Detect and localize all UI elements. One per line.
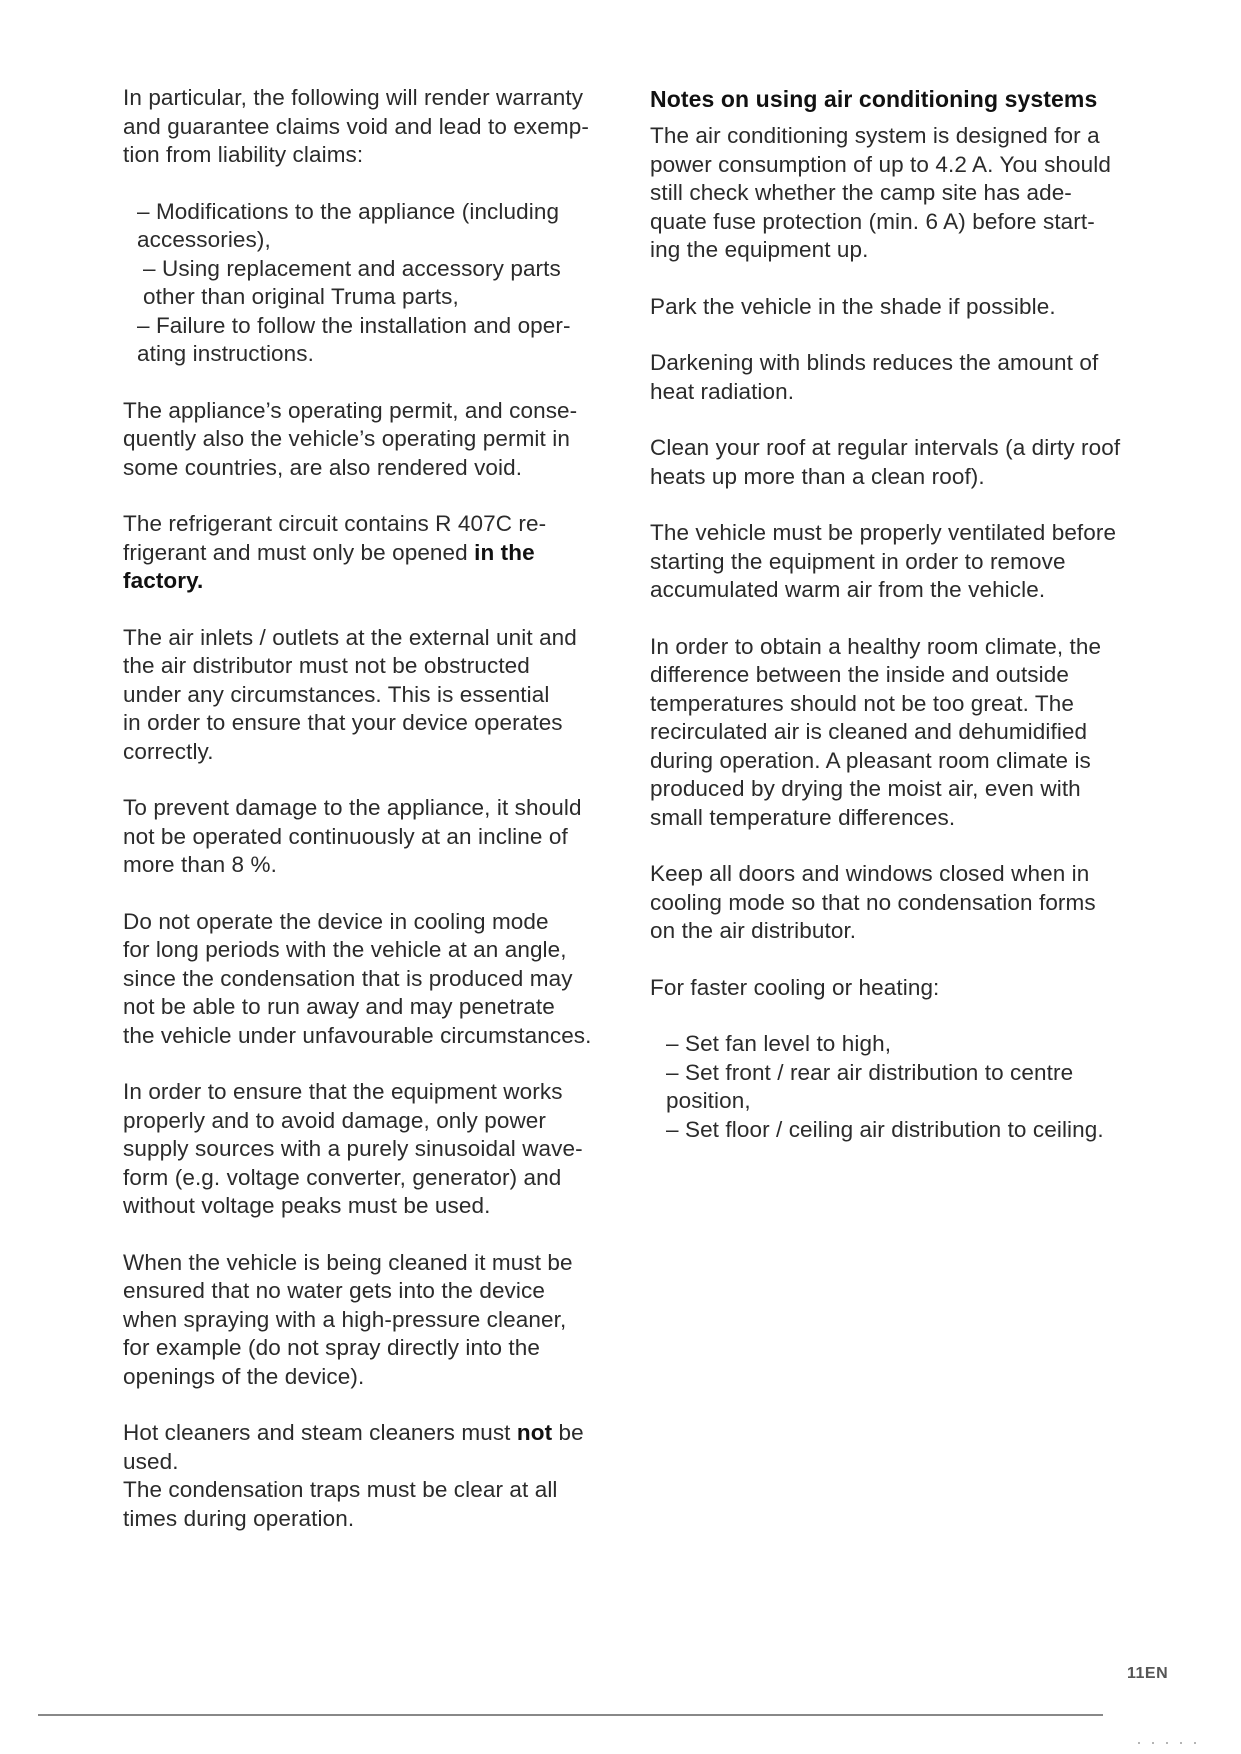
voiding-conditions-list xyxy=(123,198,633,369)
shade-paragraph: Park the vehicle in the shade if possible. xyxy=(650,293,1056,319)
footer-dots xyxy=(1138,1742,1208,1744)
list-item: – Using replacement and accessory parts other than original Truma parts, xyxy=(143,255,561,309)
ventilation-paragraph: The vehicle must be properly ventilated before starting the equipment in order to remove accumulated warm air from the vehicle. xyxy=(650,520,1117,602)
condensation-traps-paragraph: The condensation traps must be clear at all times during operation. xyxy=(123,1477,558,1531)
faster-cooling-list xyxy=(650,1030,1160,1144)
refrigerant-emphasis: in the factory. xyxy=(123,539,535,593)
left-column xyxy=(123,84,633,1561)
list-item: – Set fan level to high, xyxy=(666,1031,892,1056)
incline-paragraph: To prevent damage to the appliance, it should not be operated continuously at an incline of more than 8 %. xyxy=(123,795,582,877)
power-consumption-paragraph: The air conditioning system is designed for a power consumption of up to 4.2 A. You should still check whether the camp site has ade- quate fuse protection (min. 6 A) before start- ing the equipment up. xyxy=(650,123,1111,262)
refrigerant-paragraph xyxy=(123,510,633,596)
blinds-paragraph: Darkening with blinds reduces the amount of heat radiation. xyxy=(650,350,1099,404)
list-item: – Failure to follow the installation and oper- ating instructions. xyxy=(137,312,571,366)
refrigerant-text: The refrigerant circuit contains R 407C re- frigerant and must only be opened xyxy=(123,511,547,565)
list-item: – Modifications to the appliance (including accessories), xyxy=(137,198,560,252)
list-item: – Set floor / ceiling air distribution to ceiling. xyxy=(666,1116,1104,1142)
footer-divider xyxy=(38,1714,1103,1716)
hot-cleaners-paragraph xyxy=(123,1419,633,1476)
doors-windows-paragraph: Keep all doors and windows closed when in cooling mode so that no condensation forms on the air distributor. xyxy=(650,861,1096,943)
roof-paragraph: Clean your roof at regular intervals (a dirty roof heats up more than a clean roof). xyxy=(650,435,1121,489)
page-number: 11EN xyxy=(1127,1665,1169,1682)
hot-cleaners-emphasis: not xyxy=(516,1420,553,1445)
power-supply-paragraph: In order to ensure that the equipment works properly and to avoid damage, only power supply sources with a purely sinusoidal wave- form (e.g. voltage converter, generator) and without voltage peaks must be used. xyxy=(123,1079,583,1218)
faster-cooling-paragraph: For faster cooling or heating: xyxy=(650,974,940,1000)
cooling-angle-paragraph: Do not operate the device in cooling mode for long periods with the vehicle at an angle, since the condensation that is produced may not be able to run away and may penetrate the vehicle under unfavourable circumstances. xyxy=(123,908,592,1048)
cleaning-paragraph: When the vehicle is being cleaned it must be ensured that no water gets into the device when spraying with a high-pressure cleaner, for example (do not spray directly into the openings of the device). xyxy=(123,1249,573,1389)
hot-cleaners-text: Hot cleaners and steam cleaners must xyxy=(123,1420,517,1445)
air-inlets-paragraph: The air inlets / outlets at the external unit and the air distributor must not be obstructed under any circumstances. This is essential in order to ensure that your device operates correctly. xyxy=(123,624,577,764)
hot-cleaners-text-end: be used. xyxy=(123,1420,584,1474)
warranty-paragraph: In particular, the following will render warranty and guarantee claims void and lead to exemp- tion from liability claims: xyxy=(123,85,589,167)
section-heading: Notes on using air conditioning systems xyxy=(650,86,1098,112)
room-climate-paragraph: In order to obtain a healthy room climate, the difference between the inside and outside temperatures should not be too great. The recirculated air is cleaned and dehumidified during operation. A pleasant room climate is produced by drying the moist air, even with small temperature differences. xyxy=(650,633,1102,830)
operating-permit-paragraph: The appliance’s operating permit, and conse- quently also the vehicle’s operating permit in some countries, are also rendered void. xyxy=(123,397,578,480)
right-column xyxy=(650,84,1160,1172)
list-item: – Set front / rear air distribution to centre position, xyxy=(666,1059,1074,1113)
